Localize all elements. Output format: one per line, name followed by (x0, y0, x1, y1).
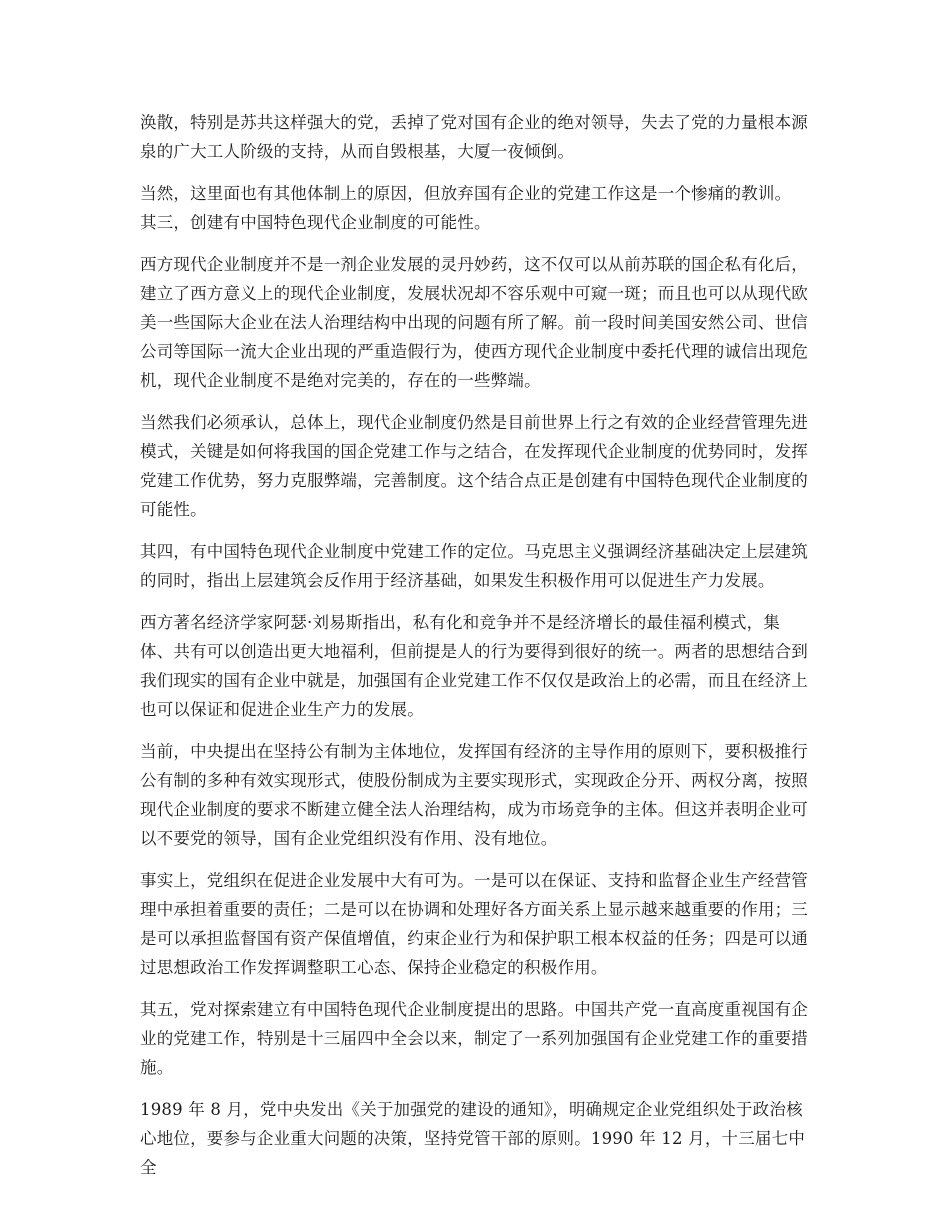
paragraph-2: 当然，这里面也有其他体制上的原因，但放弃国有企业的党建工作这是一个惨痛的教训。 (140, 184, 792, 203)
document-page (140, 108, 812, 1195)
paragraph-7: 西方著名经济学家阿瑟·刘易斯指出，私有化和竞争并不是经济增长的最佳福利模式，集体、共有可以创造出更大地福利，但前提是人的行为要得到很好的统一。两者的思想结合到我们现实的国有企业中就是，加强国有企业党建工作不仅仅是政治上的必需，而且在经济上也可以保证和促进企业生产力的发展。 (140, 613, 808, 719)
paragraph-4: 西方现代企业制度并不是一剂企业发展的灵丹妙药，这不仅可以从前苏联的国企私有化后，建立了西方意义上的现代企业制度，发展状况却不容乐观中可窥一斑；而且也可以从现代欧美一些国际大企业在法人治理结构中出现的问题有所了解。前一段时间美国安然公司、世信公司等国际一流大企业出现的严重造假行为，使西方现代企业制度中委托代理的诚信出现危机，现代企业制度不是绝对完美的，存在的一些弊端。 (140, 255, 808, 390)
paragraph-5: 当然我们必须承认，总体上，现代企业制度仍然是目前世界上行之有效的企业经营管理先进模式，关键是如何将我国的国企党建工作与之结合，在发挥现代企业制度的优势同时，发挥党建工作优势，努力克服弊端，完善制度。这个结合点正是创建有中国特色现代企业制度的可能性。 (140, 413, 808, 519)
paragraph-1: 涣散，特别是苏共这样强大的党，丢掉了党对国有企业的绝对领导，失去了党的力量根本源泉的广大工人阶级的支持，从而自毁根基，大厦一夜倾倒。 (140, 113, 808, 161)
paragraph-9: 事实上，党组织在促进企业发展中大有可为。一是可以在保证、支持和监督企业生产经营管理中承担着重要的责任；二是可以在协调和处理好各方面关系上显示越来越重要的作用；三是可以承担监督国有资产保值增值，约束企业行为和保护职工根本权益的任务；四是可以通过思想政治工作发挥调整职工心态、保持企业稳定的积极作用。 (140, 871, 808, 977)
paragraph-11: 1989 年 8 月，党中央发出《关于加强党的建设的通知》，明确规定企业党组织处于政治核心地位，要参与企业重大问题的决策，坚持党管干部的原则。1990 年 12 月，十三届七中全 (140, 1100, 806, 1177)
paragraph-6: 其四，有中国特色现代企业制度中党建工作的定位。马克思主义强调经济基础决定上层建筑的同时，指出上层建筑会反作用于经济基础，如果发生积极作用可以促进生产力发展。 (140, 542, 808, 590)
paragraph-10: 其五，党对探索建立有中国特色现代企业制度提出的思路。中国共产党一直高度重视国有企业的党建工作，特别是十三届四中全会以来，制定了一系列加强国有企业党建工作的重要措施。 (140, 1000, 808, 1077)
paragraph-3: 其三，创建有中国特色现代企业制度的可能性。 (140, 213, 491, 232)
paragraph-8: 当前，中央提出在坚持公有制为主体地位，发挥国有经济的主导作用的原则下，要积极推行公有制的多种有效实现形式，使股份制成为主要实现形式，实现政企分开、两权分离，按照现代企业制度的要求不断建立健全法人治理结构，成为市场竞争的主体。但这并表明企业可以不要党的领导，国有企业党组织没有作用、没有地位。 (140, 742, 808, 848)
